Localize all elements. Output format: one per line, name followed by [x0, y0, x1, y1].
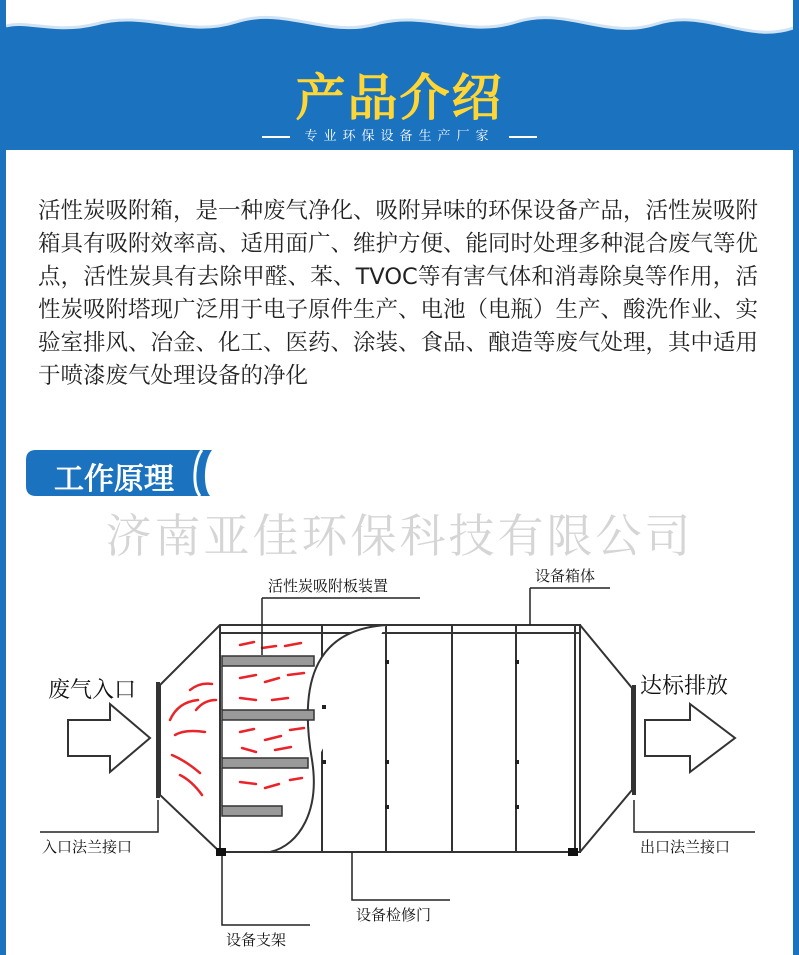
company-watermark: 济南亚佳环保科技有限公司: [105, 509, 694, 563]
product-intro-text: 活性炭吸附箱，是一种废气净化、吸附异味的环保设备产品，活性炭吸附箱具有吸附效率高、适用面广、维护方便、能同时处理多种混合废气等优点，活性炭具有去除甲醛、苯、TVOC等有害气体和消毒除臭等作用，活性炭吸附塔现广泛用于电子原件生产、电池（电瓶）生产、酸洗作业、实验室排风、冶金、化工、医药、涂装、食品、酿造等废气处理，其中适用于喷漆废气处理设备的净化: [38, 198, 759, 389]
page-title: 产品介绍: [295, 69, 504, 127]
label-outlet: 达标排放: [640, 674, 729, 699]
dash-decoration: [262, 136, 290, 138]
label-housing: 设备箱体: [535, 567, 596, 585]
label-inlet-flange: 入口法兰接口: [42, 838, 133, 856]
outlet-arrow-icon: [645, 704, 735, 772]
working-principle-diagram: [0, 560, 799, 955]
label-inlet: 废气入口: [48, 678, 137, 703]
support-foot: [216, 848, 226, 856]
header-banner: [6, 0, 793, 150]
inlet-arrow-icon: [68, 704, 150, 772]
subtitle-text: 专业环保设备生产厂家: [304, 129, 495, 144]
label-outlet-flange: 出口法兰接口: [640, 838, 731, 856]
wave-decoration: [6, 0, 793, 60]
page-subtitle: [6, 125, 793, 144]
support-foot: [568, 848, 578, 856]
label-carbon-plate: 活性炭吸附板装置: [268, 577, 389, 595]
label-support: 设备支架: [226, 931, 287, 949]
dash-decoration: [509, 136, 537, 138]
label-service-door: 设备检修门: [356, 906, 432, 924]
section-tab: [24, 448, 214, 498]
section-title: 工作原理: [54, 462, 174, 497]
